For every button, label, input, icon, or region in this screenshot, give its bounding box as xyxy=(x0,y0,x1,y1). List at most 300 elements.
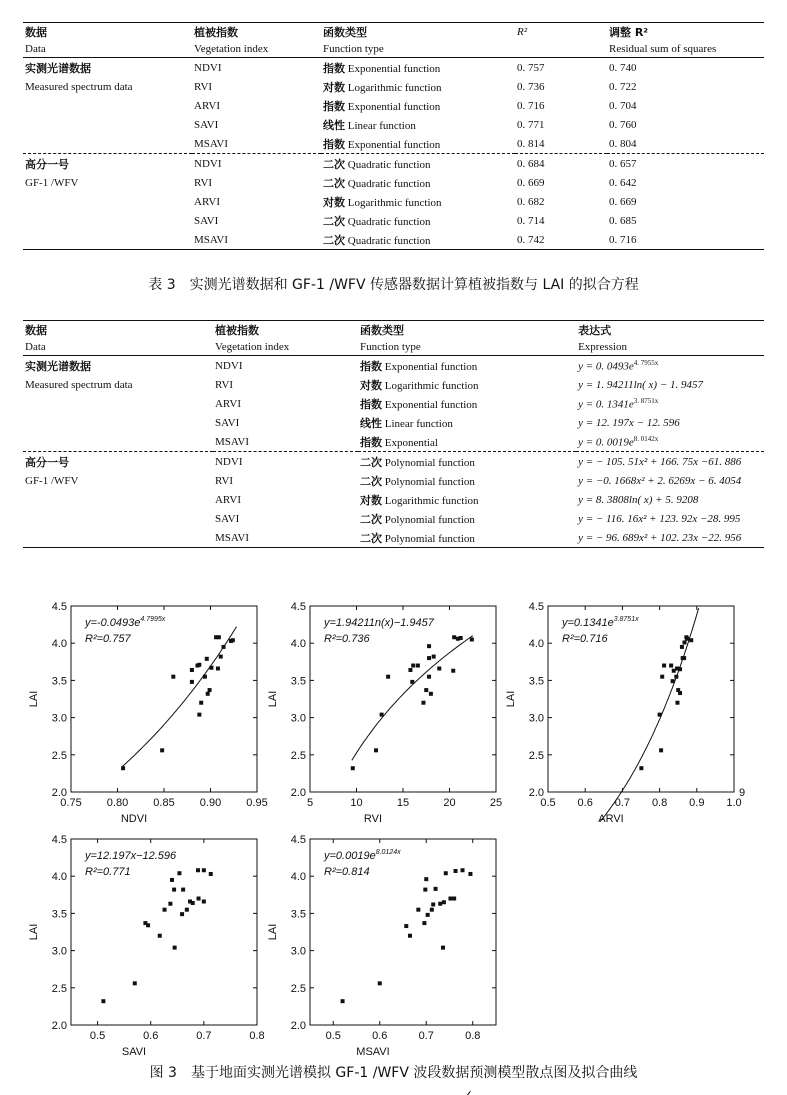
axes xyxy=(28,834,265,1058)
data-point xyxy=(197,663,201,667)
data-point xyxy=(341,999,345,1003)
group-name xyxy=(23,432,213,452)
data-point xyxy=(437,666,441,670)
y-tick-label: 3.0 xyxy=(51,712,67,725)
y-axis-label: LAI xyxy=(28,923,40,941)
data-point xyxy=(427,675,431,679)
expression: y = 0. $1341e^{3. 8751x}$ xyxy=(578,396,659,411)
data-point xyxy=(202,868,206,872)
vegetation-index: NDVI xyxy=(192,154,321,174)
expression: y = 0. $0493e^{4. 7955x}$ xyxy=(578,358,659,373)
data-point xyxy=(173,946,177,950)
header-2: 函数类型 xyxy=(358,321,576,339)
data-point xyxy=(685,637,689,641)
x-tick-label: 1.0 xyxy=(726,797,742,809)
data-point xyxy=(378,981,382,985)
r2-value: 0. 714 xyxy=(517,214,545,227)
group-name xyxy=(23,115,192,134)
x-axis-label: ARVI xyxy=(598,813,624,825)
function-type: 指数 Exponential xyxy=(360,435,438,449)
expression: y = −0. 1668x² + 2. 6269x − 6. 4054 xyxy=(578,474,742,487)
group-name xyxy=(23,490,213,509)
data-point xyxy=(429,692,433,696)
fit-equation-table xyxy=(23,320,764,548)
x-axis-label: NDVI xyxy=(120,813,148,825)
data-point xyxy=(172,888,176,892)
r-squared: R²=0.771 xyxy=(85,866,131,878)
data-point xyxy=(416,664,420,668)
figure3-caption: 图 3 基于地面实测光谱模拟 GF-1 /WFV 波段数据预测模型散点图及拟合曲线 xyxy=(149,1065,638,1081)
group-name: 实测光谱数据 xyxy=(25,61,91,75)
data-point xyxy=(671,679,675,683)
r2-value: 0. 684 xyxy=(515,154,607,174)
x-tick-label: 0.9 xyxy=(689,797,705,809)
data-point xyxy=(101,999,105,1003)
expression: y = − 116. 16x² + 123. 92x −28. 995 xyxy=(578,512,741,525)
r2-value: 0. 771 xyxy=(517,118,545,131)
x-tick-label: 15 xyxy=(396,797,410,809)
adjusted-r2-value: 0. 722 xyxy=(609,80,637,93)
y-tick-label: 4.0 xyxy=(290,871,306,884)
x-axis-label: RVI xyxy=(363,813,383,825)
data-point xyxy=(219,655,223,659)
expression: y = − 105. 51x² + 166. 75x −61. 886 xyxy=(576,452,764,472)
data-point xyxy=(404,924,408,928)
r2-value: 0. 742 xyxy=(515,230,607,250)
axes xyxy=(267,601,502,825)
y-tick-label: 4.5 xyxy=(290,601,306,613)
adjusted-r2-value: 0. 740 xyxy=(609,61,637,74)
group-name xyxy=(23,413,213,432)
y-tick-label: 3.5 xyxy=(290,908,306,921)
fit-equation: y=1.94211n(x)−1.9457 xyxy=(324,617,434,629)
data-point xyxy=(410,680,414,684)
vegetation-index: RVI xyxy=(214,378,234,391)
y-tick-label: 3.5 xyxy=(51,675,67,688)
y-axis-label: LAI xyxy=(28,690,40,708)
x-tick-label: 5 xyxy=(306,797,314,809)
table-row xyxy=(23,96,764,115)
vegetation-index: MSAVI xyxy=(213,528,358,548)
group-name xyxy=(23,192,192,211)
x-tick-label: 0.95 xyxy=(246,797,268,809)
group-name xyxy=(23,528,213,548)
data-point xyxy=(424,877,428,881)
data-point xyxy=(163,908,167,912)
expression: y = 8. 3808ln( x) + 5. 9208 xyxy=(578,493,699,506)
vegetation-index: SAVI xyxy=(214,416,240,429)
data-point xyxy=(408,934,412,938)
x-tick-label: 10 xyxy=(350,797,363,809)
arvi-scatter-chart xyxy=(500,596,760,828)
data-point xyxy=(423,888,427,892)
plot-arvi xyxy=(500,596,760,828)
group-name xyxy=(23,509,213,528)
table-row xyxy=(23,58,764,78)
x-tick-label: 20 xyxy=(443,797,456,809)
y-tick-label: 3.5 xyxy=(51,908,67,921)
vegetation-index: RVI xyxy=(214,474,234,487)
x-tick-label: 0.8 xyxy=(465,1030,481,1042)
data-point xyxy=(196,868,200,872)
table-row xyxy=(23,471,764,490)
x-tick-label: 0.6 xyxy=(143,1030,159,1042)
data-point xyxy=(351,766,355,770)
table-row xyxy=(23,173,764,192)
data-point xyxy=(430,908,434,912)
y-tick-label: 3.0 xyxy=(290,945,306,958)
x-tick-label: 0.7 xyxy=(196,1030,212,1042)
function-type: 二次 Quadratic function xyxy=(321,230,515,250)
group-name: 实测光谱数据 xyxy=(25,359,91,373)
y-tick-label: 2.0 xyxy=(51,787,67,799)
adjusted-r2-value: 0. 657 xyxy=(607,154,764,174)
function-type: 二次 Quadratic function xyxy=(321,154,515,174)
data-point xyxy=(675,701,679,705)
table-row xyxy=(23,154,764,174)
data-point xyxy=(442,900,446,904)
plot-msavi xyxy=(262,829,512,1061)
r2-value: 0. 716 xyxy=(517,99,545,112)
x-tick-label: 0.7 xyxy=(418,1030,434,1042)
data-point xyxy=(454,869,458,873)
vegetation-index: NDVI xyxy=(213,452,358,472)
vegetation-index: MSAVI xyxy=(214,435,250,448)
header-en-4: Residual sum of squares xyxy=(607,40,764,58)
function-type: 指数 Exponential function xyxy=(323,99,441,113)
function-type: 二次 Polynomial function xyxy=(358,452,576,472)
data-point xyxy=(674,675,678,679)
data-point xyxy=(441,946,445,950)
vegetation-index: MSAVI xyxy=(192,230,321,250)
data-point xyxy=(231,638,235,642)
plot-rvi xyxy=(262,596,512,828)
data-point xyxy=(222,645,226,649)
vegetation-index: ARVI xyxy=(194,99,221,112)
data-point xyxy=(427,644,431,648)
header-en-3: Expression xyxy=(576,338,764,356)
data-point xyxy=(374,748,378,752)
header-en-2: Function type xyxy=(358,338,576,356)
header-en-0: Data xyxy=(23,338,213,356)
x-tick-label: 0.5 xyxy=(325,1030,341,1042)
function-type: 对数 Logarithmic function xyxy=(323,80,442,94)
data-point xyxy=(416,908,420,912)
data-point xyxy=(639,766,643,770)
expression: y = − 96. 689x² + 102. 23x −22. 956 xyxy=(576,528,764,548)
data-point xyxy=(422,921,426,925)
x-axis-label: MSAVI xyxy=(356,1046,390,1058)
y-tick-label: 2.0 xyxy=(290,787,306,799)
r-squared: R²=0.736 xyxy=(324,633,370,645)
y-tick-label: 2.5 xyxy=(290,749,306,762)
group-name: 高分一号 xyxy=(23,452,213,472)
adjusted-r2-value: 0. 642 xyxy=(609,176,637,189)
y-tick-label: 2.5 xyxy=(51,749,67,762)
data-point xyxy=(662,664,666,668)
y-tick-label: 4.0 xyxy=(51,871,67,884)
table-row xyxy=(23,452,764,472)
x-tick-label: 0.8 xyxy=(651,797,668,809)
data-point xyxy=(199,701,203,705)
fit-equation: $y=0.1341e^{3.8751x}$ xyxy=(562,616,639,629)
y-tick-label: 2.5 xyxy=(290,982,306,995)
y-tick-label: 4.5 xyxy=(51,834,67,846)
y-tick-label: 3.0 xyxy=(528,712,544,725)
function-type: 线性 Linear function xyxy=(323,118,416,132)
x-axis-label: SAVI xyxy=(121,1046,147,1058)
data-point xyxy=(380,713,384,717)
r2-value: 0. 682 xyxy=(517,195,545,208)
group-name: GF-1 /WFV xyxy=(25,474,79,487)
r2-value: 0. 757 xyxy=(517,61,545,74)
savi-scatter-chart xyxy=(23,829,273,1061)
table-row xyxy=(23,413,764,432)
data-point xyxy=(181,888,185,892)
y-tick-label: 3.0 xyxy=(290,712,306,725)
y-tick-label: 4.0 xyxy=(290,638,306,651)
header-2: 函数类型 xyxy=(321,23,515,41)
y-axis-label: LAI xyxy=(505,690,517,708)
x-tick-label: 0.6 xyxy=(372,1030,388,1042)
y-tick-label: 4.0 xyxy=(51,638,67,651)
fit-equation: y=12.197x−12.596 xyxy=(85,850,177,862)
x-tick-label: 0.8 xyxy=(249,1030,265,1042)
vegetation-index: ARVI xyxy=(214,397,241,410)
data-point xyxy=(431,902,435,906)
data-point xyxy=(461,868,465,872)
function-type: 指数 Exponential function xyxy=(323,137,441,151)
vegetation-index: RVI xyxy=(194,176,213,189)
data-point xyxy=(438,902,442,906)
fit-curve xyxy=(122,627,236,767)
data-point xyxy=(133,981,137,985)
group-name: Measured spectrum data xyxy=(25,378,133,391)
header-en-3 xyxy=(515,40,607,58)
group-name xyxy=(23,211,192,230)
plot-savi xyxy=(23,829,273,1061)
function-type: 指数 Exponential function xyxy=(323,61,441,75)
header-1: 植被指数 xyxy=(192,23,321,41)
data-point xyxy=(202,899,206,903)
function-type: 对数 Logarithmic function xyxy=(360,493,479,507)
header-3: R² xyxy=(515,23,607,41)
data-point xyxy=(216,666,220,670)
adjusted-r2-value: 0. 704 xyxy=(609,99,637,112)
table-row xyxy=(23,115,764,134)
expression: y = 12. 197x − 12. 596 xyxy=(578,416,680,429)
r-squared: R²=0.716 xyxy=(562,633,608,645)
data-point xyxy=(160,748,164,752)
data-point xyxy=(468,872,472,876)
group-name: 高分一号 xyxy=(23,154,192,174)
y-tick-label: 3.5 xyxy=(290,675,306,688)
data-point xyxy=(206,692,210,696)
data-point xyxy=(451,669,455,673)
x-tick-label: 0.85 xyxy=(153,797,175,809)
function-type: 指数 Exponential function xyxy=(360,359,478,373)
data-point xyxy=(217,635,221,639)
group-name: Measured spectrum data xyxy=(25,80,133,93)
y-tick-label: 2.5 xyxy=(528,749,544,762)
data-point xyxy=(171,675,175,679)
vegetation-index: SAVI xyxy=(194,118,219,131)
group-name xyxy=(23,96,192,115)
x-tick-label: 0.5 xyxy=(89,1030,106,1042)
function-type: 二次 Quadratic function xyxy=(323,214,431,228)
data-point xyxy=(424,688,428,692)
data-point xyxy=(190,680,194,684)
header-en-1: Vegetation index xyxy=(213,338,358,356)
y-tick-label: 2.0 xyxy=(528,787,544,799)
y-tick-label: 4.0 xyxy=(528,638,544,651)
x-tick-label: 0.6 xyxy=(577,797,593,809)
function-type: 对数 Logarithmic function xyxy=(360,378,479,392)
data-point xyxy=(470,637,474,641)
plot-ndvi xyxy=(23,596,273,828)
table-row xyxy=(23,509,764,528)
table-row xyxy=(23,394,764,413)
header-1: 植被指数 xyxy=(213,321,358,339)
data-point xyxy=(421,701,425,705)
data-point xyxy=(170,878,174,882)
y-tick-label: 4.5 xyxy=(528,601,544,613)
fit-curve xyxy=(352,636,473,761)
table-row xyxy=(23,375,764,394)
data-point xyxy=(197,713,201,717)
data-point xyxy=(180,912,184,916)
msavi-scatter-chart xyxy=(262,829,512,1061)
data-point xyxy=(197,897,201,901)
data-point xyxy=(146,923,150,927)
table-row xyxy=(23,211,764,230)
data-point xyxy=(427,656,431,660)
data-point xyxy=(658,713,662,717)
fit-curve xyxy=(600,608,699,822)
vegetation-index: MSAVI xyxy=(194,137,229,150)
header-4: 调整 R² xyxy=(607,23,764,41)
function-type: 对数 Logarithmic function xyxy=(323,195,442,209)
vegetation-index: SAVI xyxy=(194,214,219,227)
data-point xyxy=(680,645,684,649)
vegetation-index: RVI xyxy=(194,80,213,93)
data-point xyxy=(660,675,664,679)
data-point xyxy=(669,664,673,668)
table-row xyxy=(23,230,764,250)
data-point xyxy=(386,675,390,679)
axes xyxy=(267,834,496,1058)
data-point xyxy=(185,908,189,912)
fit-curve xyxy=(343,1091,471,1095)
x-tick-label: 0.90 xyxy=(199,797,222,809)
data-point xyxy=(177,871,181,875)
vegetation-index: NDVI xyxy=(194,61,222,74)
adjusted-r2-value: 0. 669 xyxy=(609,195,637,208)
function-type: 二次 Polynomial function xyxy=(360,474,475,488)
data-point xyxy=(452,897,456,901)
data-point xyxy=(121,766,125,770)
data-point xyxy=(459,636,463,640)
header-en-1: Vegetation index xyxy=(192,40,321,58)
rvi-scatter-chart xyxy=(262,596,512,828)
data-point xyxy=(408,668,412,672)
fit-equation: $y=-0.0493e^{4.7995x}$ xyxy=(85,616,166,629)
y-axis-label: LAI xyxy=(267,923,279,941)
group-name xyxy=(23,134,192,154)
fit-statistics-table xyxy=(23,22,764,250)
table-row xyxy=(23,432,764,452)
stray-figure-label: 9 xyxy=(739,787,746,799)
data-point xyxy=(448,897,452,901)
y-tick-label: 2.0 xyxy=(51,1020,67,1032)
data-point xyxy=(659,748,663,752)
adjusted-r2-value: 0. 685 xyxy=(609,214,637,227)
table-row xyxy=(23,356,764,376)
data-point xyxy=(682,656,686,660)
x-tick-label: 25 xyxy=(489,797,503,809)
data-point xyxy=(434,887,438,891)
data-point xyxy=(444,871,448,875)
data-point xyxy=(205,657,209,661)
vegetation-index: SAVI xyxy=(214,512,240,525)
data-point xyxy=(190,668,194,672)
function-type: 线性 Linear function xyxy=(360,416,453,430)
data-point xyxy=(191,901,195,905)
adjusted-r2-value: 0. 716 xyxy=(607,230,764,250)
function-type: 二次 Quadratic function xyxy=(323,176,431,190)
data-point xyxy=(689,638,693,642)
table3-caption: 表 3 实测光谱数据和 GF-1 /WFV 传感器数据计算植被指数与 LAI 的拟合方程 xyxy=(148,277,639,293)
x-tick-label: 0.75 xyxy=(60,797,82,809)
data-point xyxy=(452,635,456,639)
table-row xyxy=(23,528,764,548)
data-point xyxy=(209,872,213,876)
ndvi-scatter-chart xyxy=(23,596,273,828)
x-tick-label: 0.80 xyxy=(106,797,129,809)
data-point xyxy=(676,688,680,692)
y-tick-label: 2.5 xyxy=(51,982,67,995)
adjusted-r2-value: 0. 760 xyxy=(609,118,637,131)
y-axis-label: LAI xyxy=(267,690,279,708)
expression: y = 1. 94211ln( x) − 1. 9457 xyxy=(578,378,704,391)
r2-value: 0. 814 xyxy=(517,137,545,150)
r-squared: R²=0.814 xyxy=(324,866,370,878)
y-tick-label: 4.5 xyxy=(51,601,67,613)
header-0: 数据 xyxy=(23,23,192,41)
vegetation-index: ARVI xyxy=(214,493,241,506)
group-name xyxy=(23,394,213,413)
header-0: 数据 xyxy=(23,321,213,339)
data-point xyxy=(203,675,207,679)
axes xyxy=(505,601,742,825)
function-type: 二次 Polynomial function xyxy=(358,528,576,548)
function-type: 二次 Polynomial function xyxy=(360,512,475,526)
adjusted-r2-value: 0. 804 xyxy=(609,137,637,150)
header-en-2: Function type xyxy=(321,40,515,58)
header-3: 表达式 xyxy=(576,321,764,339)
table-row xyxy=(23,490,764,509)
data-point xyxy=(432,655,436,659)
vegetation-index: ARVI xyxy=(194,195,221,208)
table-row xyxy=(23,134,764,154)
y-tick-label: 3.5 xyxy=(528,675,544,688)
r2-value: 0. 736 xyxy=(517,80,545,93)
x-tick-label: 0.7 xyxy=(614,797,631,809)
table-row xyxy=(23,192,764,211)
data-point xyxy=(683,640,687,644)
group-name xyxy=(23,230,192,250)
function-type: 指数 Exponential function xyxy=(360,397,478,411)
